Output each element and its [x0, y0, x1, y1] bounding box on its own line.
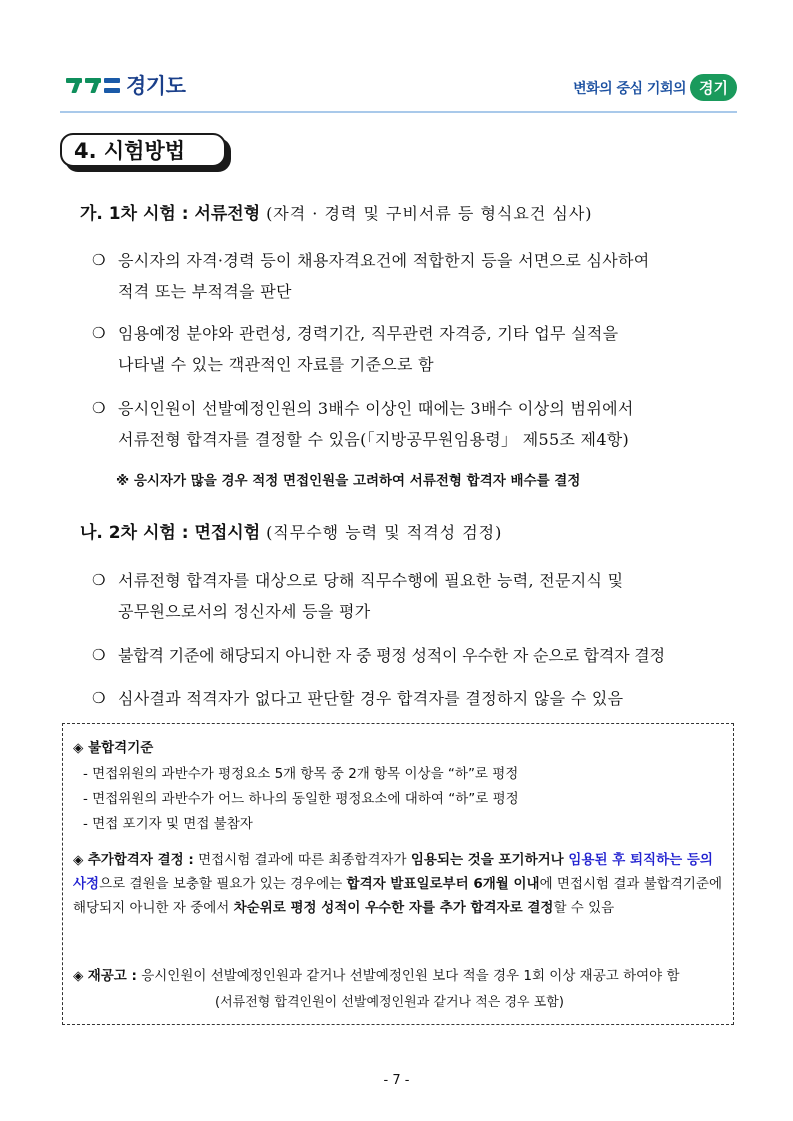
stage1-title: 가. 1차 시험 : 서류전형 [80, 204, 261, 224]
text-span: 임용된 후 퇴직하는 등의 사정 [73, 852, 713, 892]
diamond-icon: ◈ [73, 968, 84, 984]
text-span: 할 수 있음 [553, 900, 615, 916]
stage1-paren: (자격 · 경력 및 구비서류 등 형식요건 심사) [266, 204, 593, 223]
text-span: 응시인원이 선발예정인원과 같거나 선발예정인원 보다 적을 경우 1회 이상 재공고 하여야 함 [136, 968, 680, 984]
bullet-icon: ❍ [92, 251, 106, 269]
re-announcement-title: 재공고 : [87, 968, 137, 984]
diamond-icon: ◈ [73, 852, 84, 868]
item-line: 응시인원이 선발예정인원의 3배수 이상인 때에는 3배수 이상의 범위에서 [118, 399, 634, 418]
bullet-icon: ❍ [92, 399, 106, 417]
header-divider [60, 111, 737, 113]
bullet-icon: ❍ [92, 689, 106, 707]
bullet-icon: ❍ [92, 646, 106, 664]
item-line: 적격 또는 부적격을 판단 [118, 282, 292, 301]
page-number: - 7 - [383, 1073, 410, 1088]
logo-text: 경기도 [126, 74, 186, 98]
slogan-badge: 경기 [690, 74, 737, 101]
item-line: 임용예정 분야와 관련성, 경력기간, 직무관련 자격증, 기타 업무 실적을 [118, 324, 619, 343]
section-title-box [60, 133, 228, 169]
section-title: 4. 시험방법 [74, 139, 186, 163]
text-span: 면접시험 결과에 따른 최종합격자가 [193, 852, 411, 868]
re-announcement [73, 964, 725, 988]
bullet-icon: ❍ [92, 571, 106, 589]
stage1-heading [80, 199, 593, 224]
fail-criteria-item: - 면접위원의 과반수가 평정요소 5개 항목 중 2개 항목 이상을 “하”로 평정 [83, 766, 519, 782]
stage2-paren: (직무수행 능력 및 적격성 검정) [266, 523, 503, 542]
slogan [573, 74, 737, 101]
fail-criteria-item: - 면접 포기자 및 면접 불참자 [83, 816, 253, 832]
gyeonggi-logo [66, 70, 185, 100]
text-span: 에 면접시험 결과 불합격기준에 해당되지 아니한 자 중에서 [73, 876, 722, 916]
additional-pass-paragraph [73, 848, 725, 920]
stage2-item [92, 565, 742, 627]
item-line: 공무원으로서의 정신자세 등을 평가 [118, 602, 371, 621]
item-line: 응시자의 자격·경력 등이 채용자격요건에 적합한지 등을 서면으로 심사하여 [118, 251, 650, 270]
gyeonggi-logo-mark-icon [66, 76, 120, 94]
diamond-icon: ◈ [73, 740, 84, 756]
criteria-box [62, 723, 734, 1025]
text-span: 합격자 발표일로부터 6개월 이내 [346, 876, 540, 892]
stage2-title: 나. 2차 시험 : 면접시험 [80, 523, 261, 543]
text-span: 임용되는 것을 포기하거나 [410, 852, 569, 868]
re-announcement-note: (서류전형 합격인원이 선발예정인원과 같거나 적은 경우 포함) [215, 995, 564, 1010]
stage2-heading [80, 518, 502, 543]
additional-pass-title: 추가합격자 결정 : [87, 852, 194, 868]
stage2-item [92, 640, 742, 671]
stage1-note: ※ 응시자가 많을 경우 적정 면접인원을 고려하여 서류전형 합격자 배수를 결정 [116, 473, 581, 489]
text-span: 차순위로 평정 성적이 우수한 자를 추가 합격자로 결정 [233, 900, 554, 916]
item-line: 심사결과 적격자가 없다고 판단할 경우 합격자를 결정하지 않을 수 있음 [118, 689, 624, 708]
text-span: 으로 결원을 보충할 필요가 있는 경우에는 [99, 876, 347, 892]
bullet-icon: ❍ [92, 324, 106, 342]
slogan-text: 변화의 중심 기회의 [573, 80, 687, 97]
stage1-item [92, 245, 742, 307]
item-line: 서류전형 합격자를 결정할 수 있음(「지방공무원임용령」 제55조 제4항) [118, 430, 630, 449]
item-line: 서류전형 합격자를 대상으로 당해 직무수행에 필요한 능력, 전문지식 및 [118, 571, 624, 590]
item-line: 나타낼 수 있는 객관적인 자료를 기준으로 함 [118, 355, 434, 374]
fail-criteria-item: - 면접위원의 과반수가 어느 하나의 동일한 평정요소에 대하여 “하”로 평정 [83, 791, 519, 807]
stage1-item [92, 318, 742, 380]
fail-criteria-title: 불합격기준 [88, 740, 154, 756]
stage1-item [92, 393, 742, 455]
stage2-item [92, 683, 742, 714]
item-line: 불합격 기준에 해당되지 아니한 자 중 평정 성적이 우수한 자 순으로 합격자 결정 [118, 646, 665, 665]
